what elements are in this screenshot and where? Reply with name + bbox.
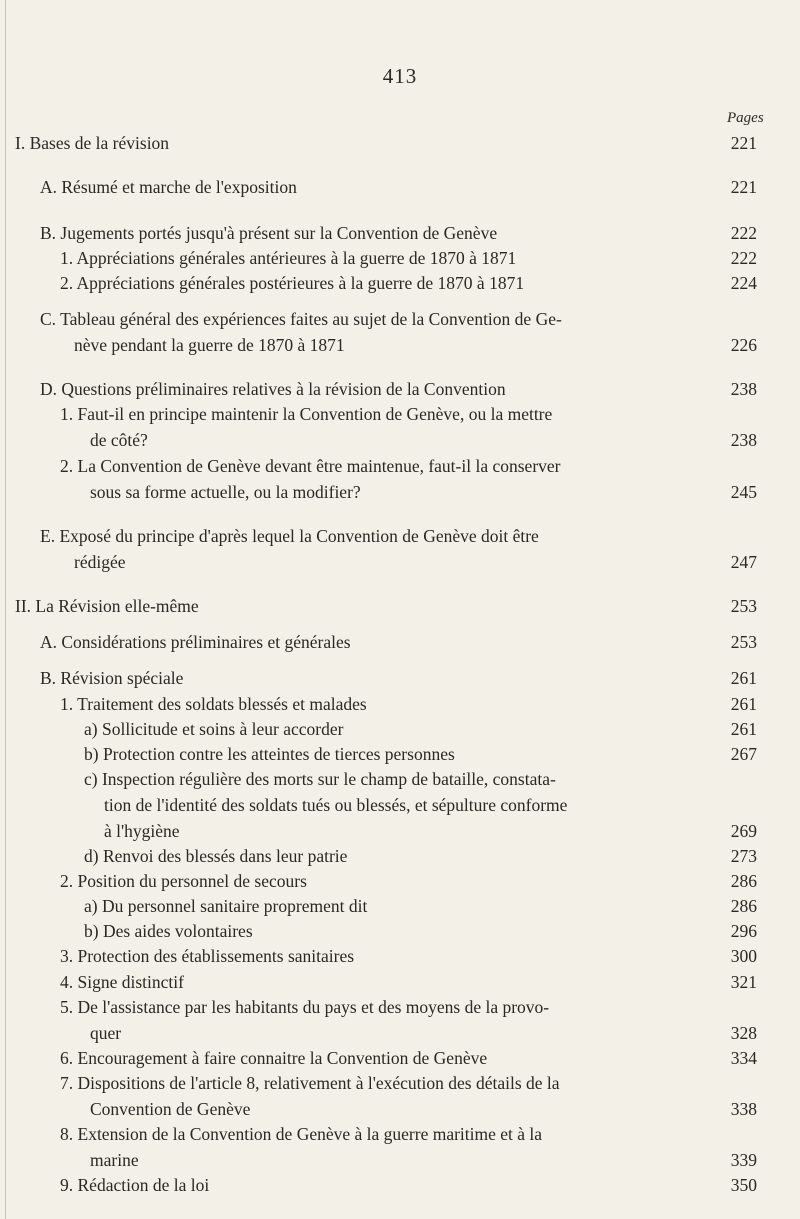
toc-entry [84,893,757,919]
toc-entry [84,766,757,844]
toc-entry-text: 2. Appréciations générales postérieures à la guerre de 1870 à 1871 [60,273,525,293]
pages-column-label: Pages [727,110,764,126]
toc-entry-text: a) Du personnel sanitaire proprement dit [84,896,368,916]
toc-entry-text: 2. La Convention de Genève devant être maintenue, faut-il la conserver [60,456,561,476]
toc-entry-text: b) Protection contre les atteintes de tierces personnes [84,744,455,764]
toc-entry-text-continued: à l'hygiène [104,821,180,841]
page-number: 413 [382,64,418,88]
toc-entry-text: 1. Appréciations générales antérieures à la guerre de 1870 à 1871 [60,248,517,268]
toc-entry-page: 261 [730,694,757,714]
toc-entry [15,130,757,156]
toc-entry-page: 224 [730,273,757,293]
toc-entry-text-continued: de côté? [90,430,148,450]
toc-entry-page: 338 [730,1099,757,1119]
toc-entry-page: 222 [730,223,757,243]
toc-entry-text: c) Inspection régulière des morts sur le champ de bataille, constata- [84,769,556,789]
toc-entry-text-continued: rédigée [74,552,126,572]
toc-entry-text: 9. Rédaction de la loi [60,1175,210,1195]
toc-entry-page: 339 [730,1150,757,1170]
page-edge-shadow [5,0,6,1219]
toc-entry-page: 334 [730,1048,757,1068]
toc-entry-page: 238 [730,379,757,399]
toc-entry-page: 269 [730,821,757,841]
toc-entry-page: 286 [730,896,757,916]
toc-entry-text: 7. Dispositions de l'article 8, relativement à l'exécution des détails de la [60,1073,560,1093]
toc-entry-page: 253 [730,596,757,616]
toc-entry [40,665,757,691]
toc-entry-page: 245 [730,482,757,502]
toc-entry-page: 328 [730,1023,757,1043]
toc-entry-text: b) Des aides volontaires [84,921,253,941]
toc-entry [60,1172,757,1198]
toc-entry [60,994,757,1046]
toc-entry [60,1121,757,1173]
toc-entry-text: 5. De l'assistance par les habitants du pays et des moyens de la provo- [60,997,550,1017]
toc-entry-text-continued: sous sa forme actuelle, ou la modifier? [90,482,361,502]
toc-entry-page: 286 [730,871,757,891]
toc-entry [40,220,757,246]
toc-entry [60,453,757,505]
toc-entry-text: I. Bases de la révision [15,133,170,153]
toc-entry-page: 273 [730,846,757,866]
toc-entry-page: 222 [730,248,757,268]
toc-entry [60,868,757,894]
toc-entry-text-continued: nève pendant la guerre de 1870 à 1871 [74,335,345,355]
toc-entry-page: 296 [730,921,757,941]
toc-entry-text: 8. Extension de la Convention de Genève à la guerre maritime et à la [60,1124,543,1144]
toc-entry [40,523,757,575]
toc-entry-text-continued: Convention de Genève [90,1099,251,1119]
toc-entry-text-continued: marine [90,1150,139,1170]
toc-entry [60,270,757,296]
toc-entry [60,943,757,969]
toc-entry-text: 6. Encouragement à faire connaitre la Convention de Genève [60,1048,488,1068]
toc-entry [84,741,757,767]
toc-entry [60,401,757,453]
toc-entry [60,969,757,995]
toc-entry [84,843,757,869]
toc-entry [40,306,757,358]
toc-entry-page: 261 [730,719,757,739]
toc-entry-text: a) Sollicitude et soins à leur accorder [84,719,344,739]
toc-entry-text-continued: quer [90,1023,122,1043]
toc-entry [60,1045,757,1071]
toc-entry-text: A. Considérations préliminaires et générales [40,632,351,652]
toc-entry [60,1070,757,1122]
toc-entry-text: B. Jugements portés jusqu'à présent sur la Convention de Genève [40,223,498,243]
toc-entry-text: 1. Faut-il en principe maintenir la Convention de Genève, ou la mettre [60,404,553,424]
toc-entry-page: 267 [730,744,757,764]
toc-entry [40,174,757,200]
toc-entry [84,716,757,742]
toc-entry-text: 2. Position du personnel de secours [60,871,307,891]
toc-entry [60,245,757,271]
toc-entry-page: 350 [730,1175,757,1195]
toc-entry-text: D. Questions préliminaires relatives à la révision de la Convention [40,379,506,399]
toc-entry-text: 4. Signe distinctif [60,972,184,992]
toc-entry-text-continued: tion de l'identité des soldats tués ou blessés, et sépulture conforme [104,795,568,815]
toc-entry-page: 247 [730,552,757,572]
toc-entry-page: 221 [730,133,757,153]
toc-entry [84,918,757,944]
toc-entry-text: d) Renvoi des blessés dans leur patrie [84,846,348,866]
toc-entry-text: II. La Révision elle-même [15,596,199,616]
toc-entry-page: 221 [730,177,757,197]
toc-entry [40,376,757,402]
toc-entry-text: E. Exposé du principe d'après lequel la Convention de Genève doit être [40,526,539,546]
toc-entry-page: 261 [730,668,757,688]
toc-entry-text: C. Tableau général des expériences faites au sujet de la Convention de Ge- [40,309,562,329]
toc-entry [15,593,757,619]
toc-entry-text: B. Révision spéciale [40,668,184,688]
toc-entry-page: 226 [730,335,757,355]
toc-entry [60,691,757,717]
toc-entry-text: 3. Protection des établissements sanitaires [60,946,355,966]
toc-entry-text: 1. Traitement des soldats blessés et malades [60,694,367,714]
toc-entry-page: 253 [730,632,757,652]
toc-entry-page: 300 [730,946,757,966]
toc-entry [40,629,757,655]
toc-entry-page: 321 [730,972,757,992]
toc-entry-text: A. Résumé et marche de l'exposition [40,177,297,197]
toc-entry-page: 238 [730,430,757,450]
